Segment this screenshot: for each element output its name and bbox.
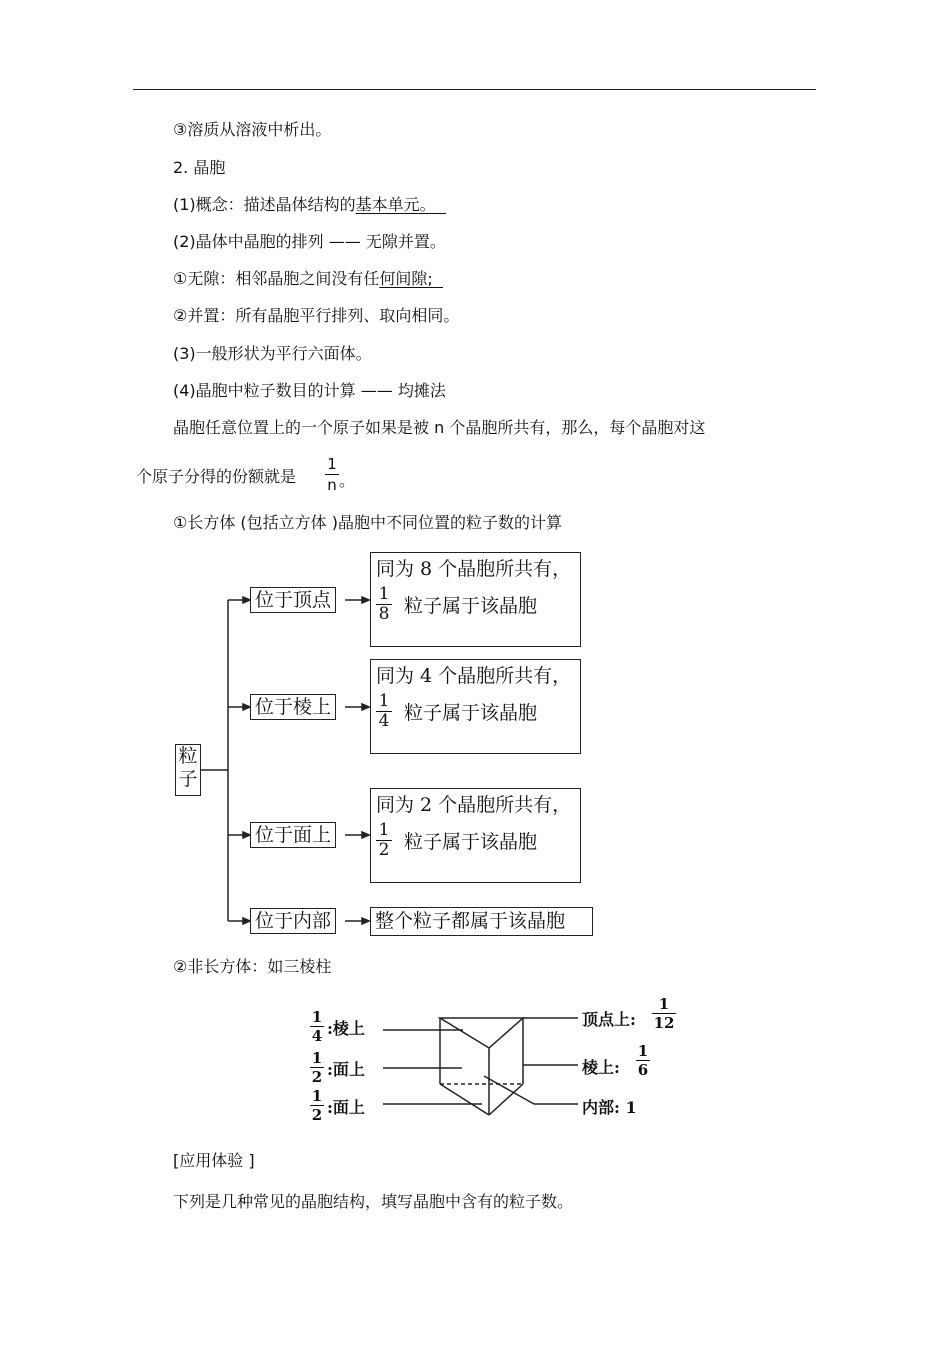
prism-right-fraction-vertex: 1 12 (653, 995, 675, 1032)
prism-left-fraction-3: 1 2 (311, 1087, 323, 1124)
result-interior: 整个粒子都属于该晶胞 (370, 907, 593, 936)
text-line-parallel: ②并置：所有晶胞平行排列、取向相同。 (173, 306, 460, 325)
no-gap-text: ①无隙：相邻晶胞之间没有任 (173, 269, 380, 288)
text-line-cuboid: ①长方体 (包括立方体 )晶胞中不同位置的粒子数的计算 (173, 513, 563, 532)
result-edge-share: 同为 4 个晶胞所共有， (376, 665, 572, 687)
text-line-counting: (4)晶胞中粒子数目的计算 —— 均摊法 (173, 381, 446, 400)
fraction-denominator: n (327, 476, 337, 494)
text-line-no-gap (173, 269, 443, 289)
prism-label-face-1: :面上 (327, 1060, 365, 1079)
text-line-concept (173, 195, 446, 215)
prism-label-interior: 内部: 1 (582, 1098, 637, 1117)
result-vertex (370, 552, 581, 647)
section-heading-unit-cell: 2. 晶胞 (173, 158, 226, 177)
text-line-prism: ②非长方体：如三棱柱 (173, 957, 332, 976)
root-char-1: 粒 (178, 745, 198, 767)
label-interior: 位于内部 (250, 908, 336, 934)
fraction-one-quarter: 1 4 (376, 692, 392, 731)
label-face: 位于面上 (250, 822, 336, 848)
text-line-shared: 晶胞任意位置上的一个原子如果是被 n 个晶胞所共有，那么，每个晶胞对这 (173, 418, 706, 437)
fraction-1-over-n (325, 455, 339, 494)
concept-underlined: 基本单元。 (355, 195, 436, 214)
fraction-one-half: 1 2 (376, 821, 392, 860)
prism-left-fraction-2: 1 2 (311, 1049, 323, 1086)
particle-root-box (175, 744, 201, 796)
result-vertex-share: 同为 8 个晶胞所共有， (376, 558, 572, 580)
text-line-arrangement: (2)晶体中晶胞的排列 —— 无隙并置。 (173, 232, 446, 251)
prism-left-fraction-1: 1 4 (311, 1008, 323, 1045)
root-char-2: 子 (178, 768, 198, 790)
header-rule (133, 89, 816, 90)
concept-text: (1)概念：描述晶体结构的 (173, 195, 356, 214)
text-line-application: [应用体验 ] (173, 1151, 255, 1170)
prism-label-face-2: :面上 (327, 1098, 365, 1117)
result-edge-tail: 粒子属于该晶胞 (404, 702, 538, 724)
no-gap-underlined: 何间隙; (379, 269, 433, 288)
result-face-share: 同为 2 个晶胞所共有， (376, 794, 572, 816)
prism-label-edge-right: 棱上: (582, 1058, 620, 1077)
prism-label-edge-left: :棱上 (327, 1019, 365, 1038)
result-face (370, 788, 581, 883)
fraction-numerator: 1 (327, 455, 337, 473)
label-edge: 位于棱上 (250, 694, 336, 720)
text-line-instruction: 下列是几种常见的晶胞结构，填写晶胞中含有的粒子数。 (173, 1192, 574, 1211)
result-edge (370, 659, 581, 754)
result-vertex-tail: 粒子属于该晶胞 (404, 595, 538, 617)
text-line-shape: (3)一般形状为平行六面体。 (173, 344, 372, 363)
text-line-1: ③溶质从溶液中析出。 (173, 120, 332, 139)
label-vertex: 位于顶点 (250, 587, 336, 613)
text-line-share-fraction: 个原子分得的份额就是 (136, 467, 297, 486)
result-face-tail: 粒子属于该晶胞 (404, 831, 538, 853)
fraction-tail: 。 (339, 471, 356, 490)
prism-right-fraction-edge: 1 6 (637, 1042, 649, 1079)
prism-label-vertex: 顶点上: (582, 1010, 636, 1029)
fraction-one-eighth: 1 8 (376, 585, 392, 624)
